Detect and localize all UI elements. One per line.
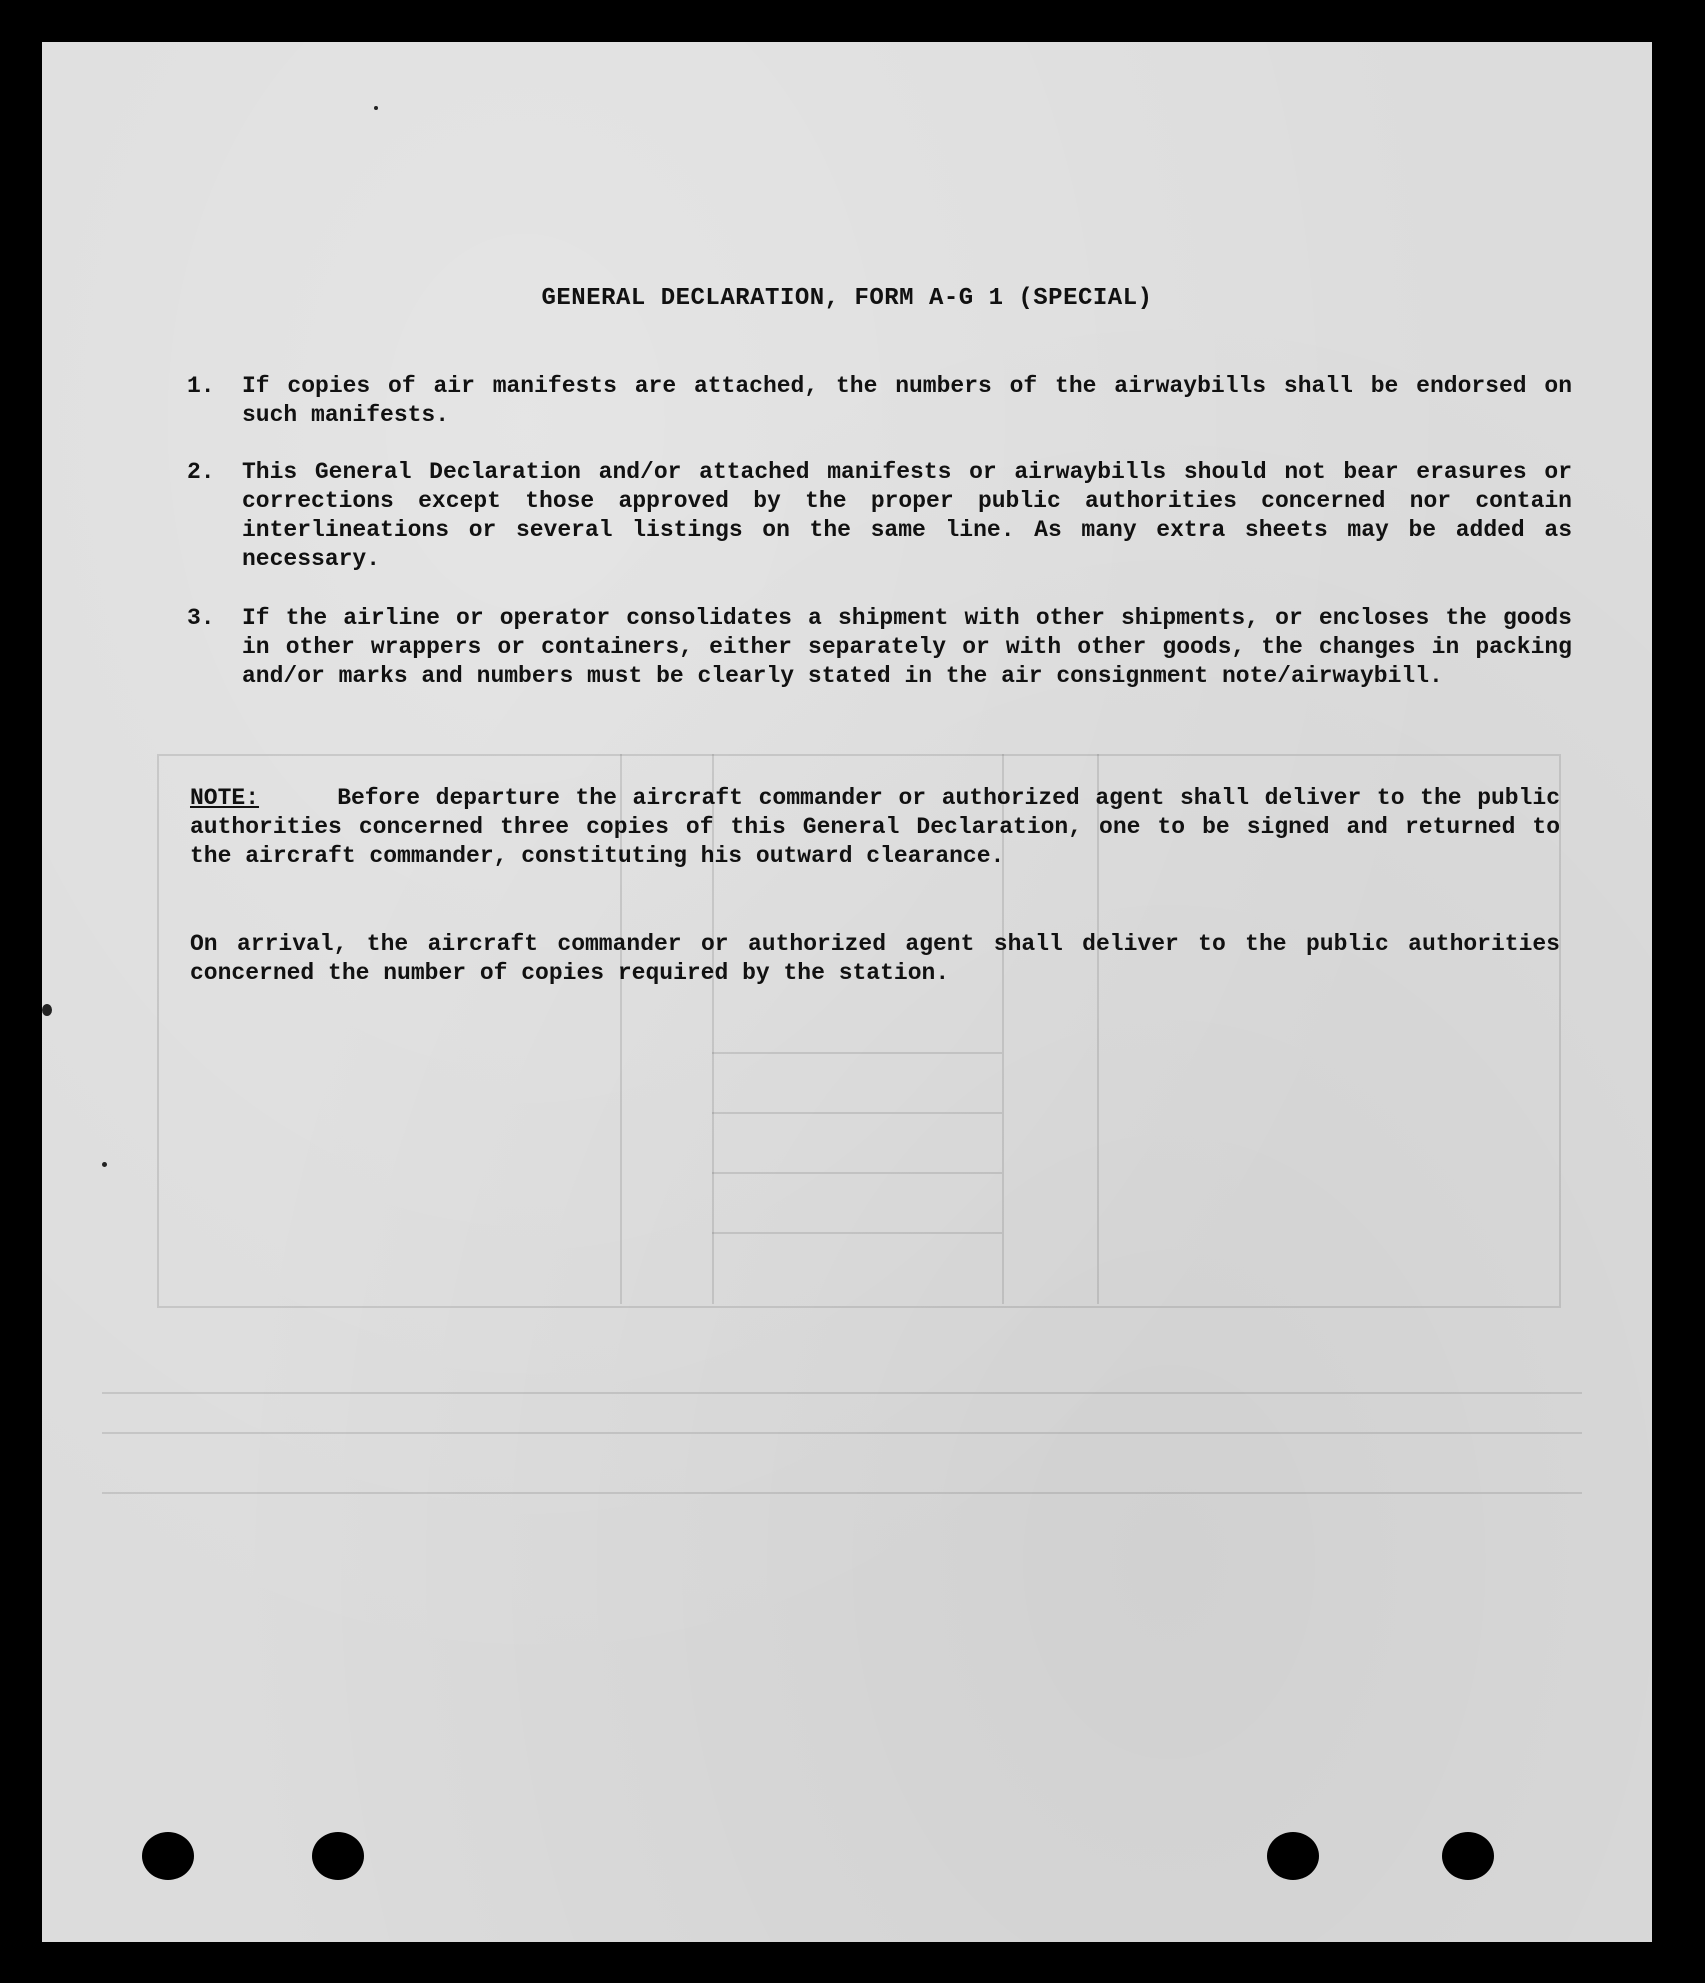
document-sheet — [42, 42, 1652, 1942]
item-text: If copies of air manifests are attached, the numbers of the airwaybills shall be endorsed on such manifests. — [242, 373, 1572, 428]
page-title: GENERAL DECLARATION, FORM A-G 1 (SPECIAL) — [541, 285, 1153, 312]
scan-speck — [42, 1004, 52, 1016]
scan-speck — [102, 1162, 107, 1167]
note-text: Before departure the aircraft commander or authorized agent shall deliver to the public authorities concerned three copies of this General Declaration, one to be signed and returned to the aircraft commander, constituting his outward clearance. — [190, 785, 1561, 869]
bleed-through-rule — [102, 1392, 1582, 1394]
item-number: 3. — [187, 605, 215, 631]
bleed-through-rule — [712, 1052, 1002, 1054]
bleed-through-rule — [102, 1432, 1582, 1434]
note-paragraph — [190, 784, 1560, 871]
scan-speck — [374, 106, 378, 110]
item-text: This General Declaration and/or attached manifests or airwaybills should not bear erasures or corrections except those approved by the proper public authorities concerned nor contain interlineations or several listings on the same line. As many extra sheets may be added as necessary. — [242, 459, 1572, 572]
bleed-through-rule — [712, 1232, 1002, 1234]
item-number: 2. — [187, 459, 215, 485]
bleed-through-rule — [712, 1112, 1002, 1114]
punch-hole — [1267, 1832, 1319, 1880]
note-label: NOTE: — [190, 785, 260, 811]
arrival-paragraph: On arrival, the aircraft commander or authorized agent shall deliver to the public authorities concerned the number of copies required by the station. — [190, 931, 1560, 986]
item-text: If the airline or operator consolidates a shipment with other shipments, or encloses the goods in other wrappers or containers, either separately or with other goods, the changes in packing and/or marks and numbers must be clearly stated in the air consignment note/airwaybill. — [242, 605, 1572, 689]
punch-hole — [1442, 1832, 1494, 1880]
punch-hole — [312, 1832, 364, 1880]
bleed-through-rule — [712, 1172, 1002, 1174]
item-number: 1. — [187, 373, 215, 399]
bleed-through-rule — [102, 1492, 1582, 1494]
punch-hole — [142, 1832, 194, 1880]
